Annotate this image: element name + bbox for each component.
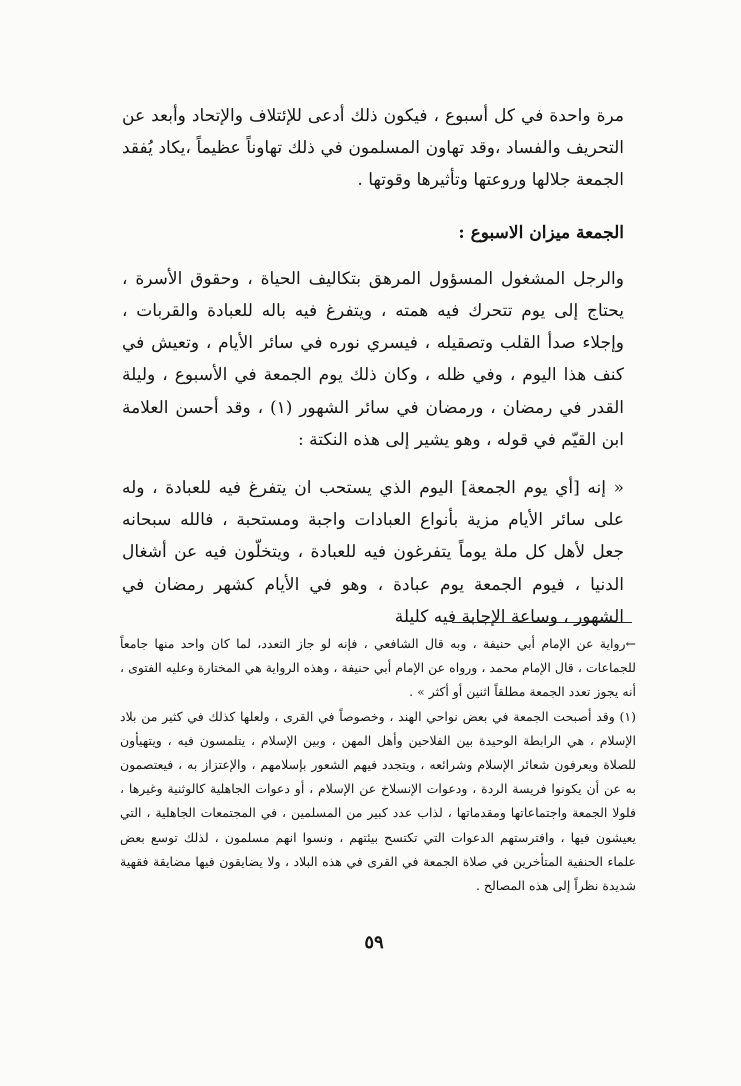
quote-paragraph: « إنه [أي يوم الجمعة] اليوم الذي يستحب ان يتفرغ فيه للعبادة ، وله على سائر الأيام مزية بأنواع العبادات واجبة ومستحبة ، فالله سبحانه جعل لأهل كل ملة يوماً يتفرغون فيه للعبادة ، ويتخلّون فيه عن أشغال الدنيا ، فيوم الجمعة يوم عبادة ، وهو في الأيام كشهر رمضان في الشهور ، وساعة الإجابة فيه كليلة — [122, 478, 624, 627]
paragraph-1: مرة واحدة في كل أسبوع ، فيكون ذلك أدعى للإئتلاف والإتحاد وأبعد عن التحريف والفساد ،وقد تهاون المسلمون في ذلك تهاوناً عظيماً ،يكاد يُفقد الجمعة جلالها وروعتها وتأثيرها وقوتها . — [122, 106, 624, 191]
footnotes — [120, 632, 636, 898]
page-number: ٥٩ — [364, 932, 384, 953]
main-text — [122, 100, 624, 633]
footnote-divider — [452, 622, 632, 623]
footnote-continuation: ←رواية عن الإمام أبي حنيفة ، وبه قال الشافعي ، فإنه لو جاز التعدد، لما كان واحد منها جامعاً للجماعات ، قال الإمام محمد ، ورواه عن الإمام أبي حنيفة ، وهذه الرواية هي المختارة وعليه الفتوى ، أنه يجوز تعدد الجمعة مطلقاً اثنين أو أكثر » . — [120, 636, 636, 700]
section-heading: الجمعة ميزان الاسبوع : — [458, 222, 624, 243]
paragraph-2: والرجل المشغول المسؤول المرهق بتكاليف الحياة ، وحقوق الأسرة ، يحتاج إلى يوم تتحرك فيه همته ، ويتفرغ فيه باله للعبادة والقربات ، وإجلاء صدأ القلب وتصقيله ، فيسري نوره في سائر الأيام ، وتعيش في كنف هذا اليوم ، وفي ظله ، وكان ذلك يوم الجمعة في الأسبوع ، وليلة القدر في رمضان ، ورمضان في سائر الشهور (١) ، وقد أحسن العلامة ابن القيّم في قوله ، وهو يشير إلى هذه النكتة : — [122, 268, 624, 450]
footnote-1: (١) وقد أصبحت الجمعة في بعض نواحي الهند ، وخصوصاً في القرى ، ولعلها كذلك في كثير من بلاد الإسلام ، هي الرابطة الوحيدة بين الفلاحين وأهل المهن ، وبين الإسلام ، يتلمسون فيه ، ويتهيأون للصلاة ويعرفون شعائر الإسلام وشرائعه ، ويتجدد فيهم الشعور بإسلامهم ، والإعتزاز به ، فيعتصمون به عن أن يكونوا فريسة الردة ، ودعوات الإنسلاخ عن الإسلام ، أو دعوات الجاهلية كالوثنية وغيرها ، فلولا الجمعة واجتماعاتها ومقدماتها ، لذاب عدد كبير من المسلمين ، في المجتمعات الجاهلية ، التي يعيشون فيها ، وافترستهم الدعوات التي تكتسح بيئتهم ، ونسوا انهم مسلمون ، لذلك توسع بعض علماء الحنفية المتأخرين في صلاة الجمعة في القرى في هذه البلاد ، ولا يضايقون فيها مضايقة فقهية شديدة نظراً إلى هذه المصالح . — [120, 708, 636, 894]
